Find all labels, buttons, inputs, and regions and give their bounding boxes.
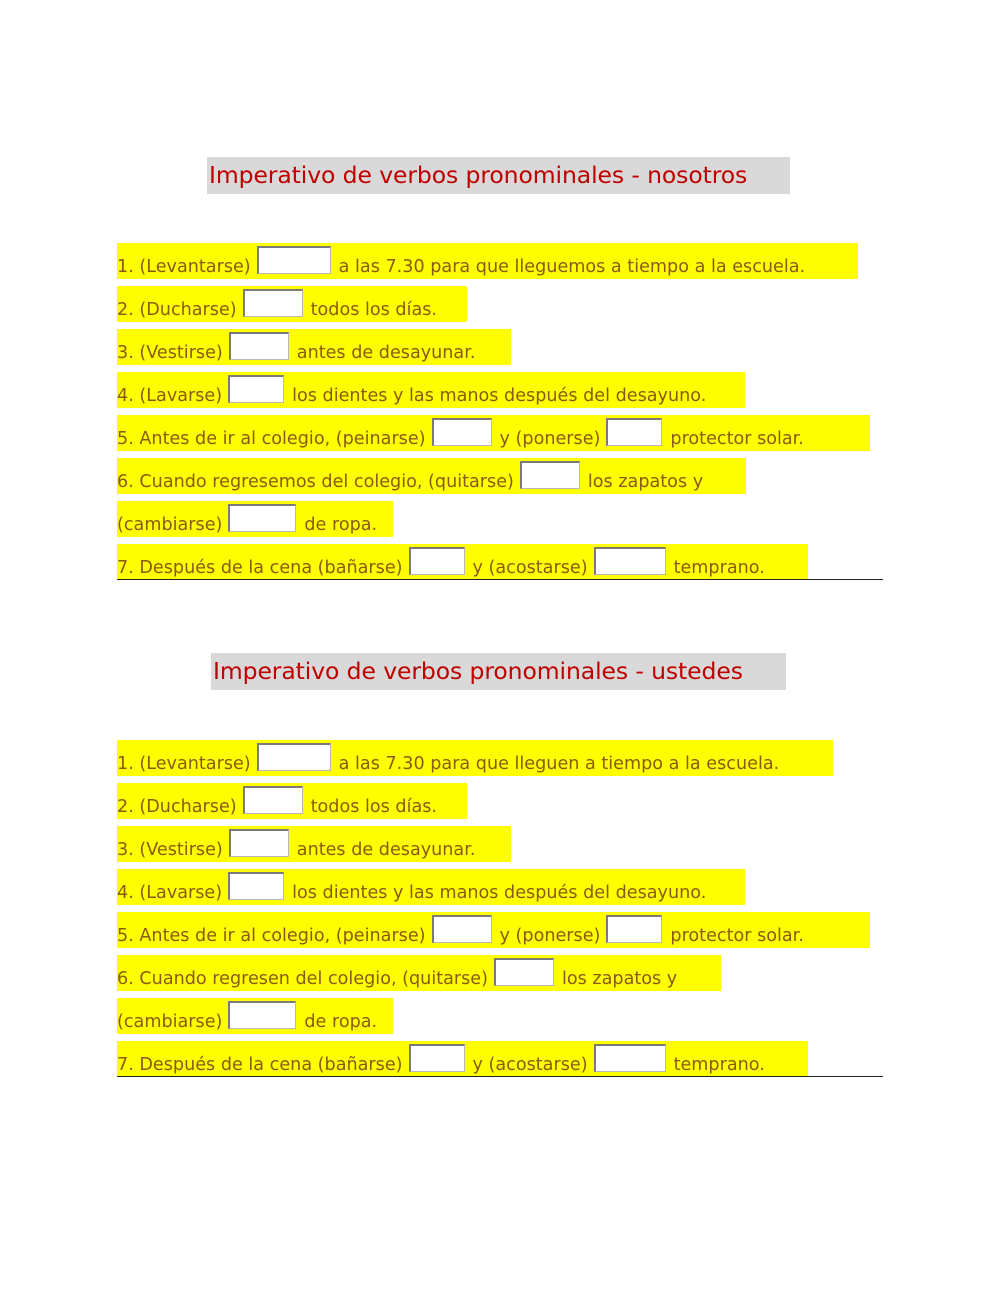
exercise-line-3 [117, 826, 511, 862]
answer-input[interactable] [409, 547, 465, 575]
exercise-line-4 [117, 372, 745, 408]
answer-input[interactable] [594, 547, 666, 575]
line-text: 7. Después de la cena (bañarse) [117, 558, 403, 578]
answer-input[interactable] [228, 872, 284, 900]
line-text: temprano. [673, 1055, 765, 1075]
exercise-line-5 [117, 912, 870, 948]
exercise-line-1 [117, 740, 833, 776]
exercise-line-2 [117, 286, 467, 322]
line-text: antes de desayunar. [296, 343, 476, 363]
exercise-line-6b [117, 998, 393, 1034]
line-text: 1. (Levantarse) [117, 257, 251, 277]
line-text: 5. Antes de ir al colegio, (peinarse) [117, 926, 426, 946]
answer-input[interactable] [228, 1001, 296, 1029]
line-text: 6. Cuando regresen del colegio, (quitarse) [117, 969, 488, 989]
answer-input[interactable] [243, 786, 303, 814]
exercise-line-1 [117, 243, 858, 279]
line-text: temprano. [673, 558, 765, 578]
answer-input[interactable] [606, 418, 662, 446]
section-title: Imperativo de verbos pronominales - nosotros [207, 157, 790, 194]
answer-input[interactable] [494, 958, 554, 986]
section-title: Imperativo de verbos pronominales - ustedes [211, 653, 786, 690]
line-text: a las 7.30 para que lleguemos a tiempo a la escuela. [338, 257, 806, 277]
line-text: protector solar. [670, 429, 804, 449]
line-text: y (ponerse) [499, 926, 601, 946]
line-text: los dientes y las manos después del desayuno. [292, 386, 707, 406]
line-text: 2. (Ducharse) [117, 300, 237, 320]
line-text: 3. (Vestirse) [117, 840, 223, 860]
line-text: antes de desayunar. [296, 840, 476, 860]
answer-input[interactable] [432, 915, 492, 943]
line-text: y (acostarse) [472, 558, 588, 578]
answer-input[interactable] [257, 743, 331, 771]
line-text: de ropa. [304, 1012, 378, 1032]
answer-input[interactable] [257, 246, 331, 274]
line-text: 4. (Lavarse) [117, 386, 223, 406]
answer-input[interactable] [228, 504, 296, 532]
line-text: 5. Antes de ir al colegio, (peinarse) [117, 429, 426, 449]
line-text: los zapatos y [587, 472, 704, 492]
section-rule [117, 1076, 883, 1077]
answer-input[interactable] [409, 1044, 465, 1072]
line-text: 3. (Vestirse) [117, 343, 223, 363]
line-text: los zapatos y [561, 969, 678, 989]
exercise-line-6 [117, 458, 746, 494]
line-text: 4. (Lavarse) [117, 883, 223, 903]
line-text: (cambiarse) [117, 1012, 223, 1032]
answer-input[interactable] [229, 332, 289, 360]
line-text: 6. Cuando regresemos del colegio, (quitarse) [117, 472, 514, 492]
exercise-line-5 [117, 415, 870, 451]
answer-input[interactable] [243, 289, 303, 317]
line-text: 1. (Levantarse) [117, 754, 251, 774]
answer-input[interactable] [228, 375, 284, 403]
line-text: y (ponerse) [499, 429, 601, 449]
line-text: (cambiarse) [117, 515, 223, 535]
answer-input[interactable] [432, 418, 492, 446]
line-text: de ropa. [304, 515, 378, 535]
exercise-line-7 [117, 544, 808, 580]
exercise-line-2 [117, 783, 467, 819]
answer-input[interactable] [606, 915, 662, 943]
section-rule [117, 579, 883, 580]
answer-input[interactable] [229, 829, 289, 857]
answer-input[interactable] [520, 461, 580, 489]
answer-input[interactable] [594, 1044, 666, 1072]
exercise-line-6 [117, 955, 721, 991]
line-text: 7. Después de la cena (bañarse) [117, 1055, 403, 1075]
exercise-line-3 [117, 329, 511, 365]
exercise-line-7 [117, 1041, 808, 1077]
exercise-line-4 [117, 869, 745, 905]
line-text: los dientes y las manos después del desayuno. [292, 883, 707, 903]
line-text: protector solar. [670, 926, 804, 946]
line-text: a las 7.30 para que lleguen a tiempo a la escuela. [338, 754, 780, 774]
line-text: todos los días. [310, 797, 438, 817]
line-text: y (acostarse) [472, 1055, 588, 1075]
line-text: todos los días. [310, 300, 438, 320]
line-text: 2. (Ducharse) [117, 797, 237, 817]
exercise-line-6b [117, 501, 393, 537]
